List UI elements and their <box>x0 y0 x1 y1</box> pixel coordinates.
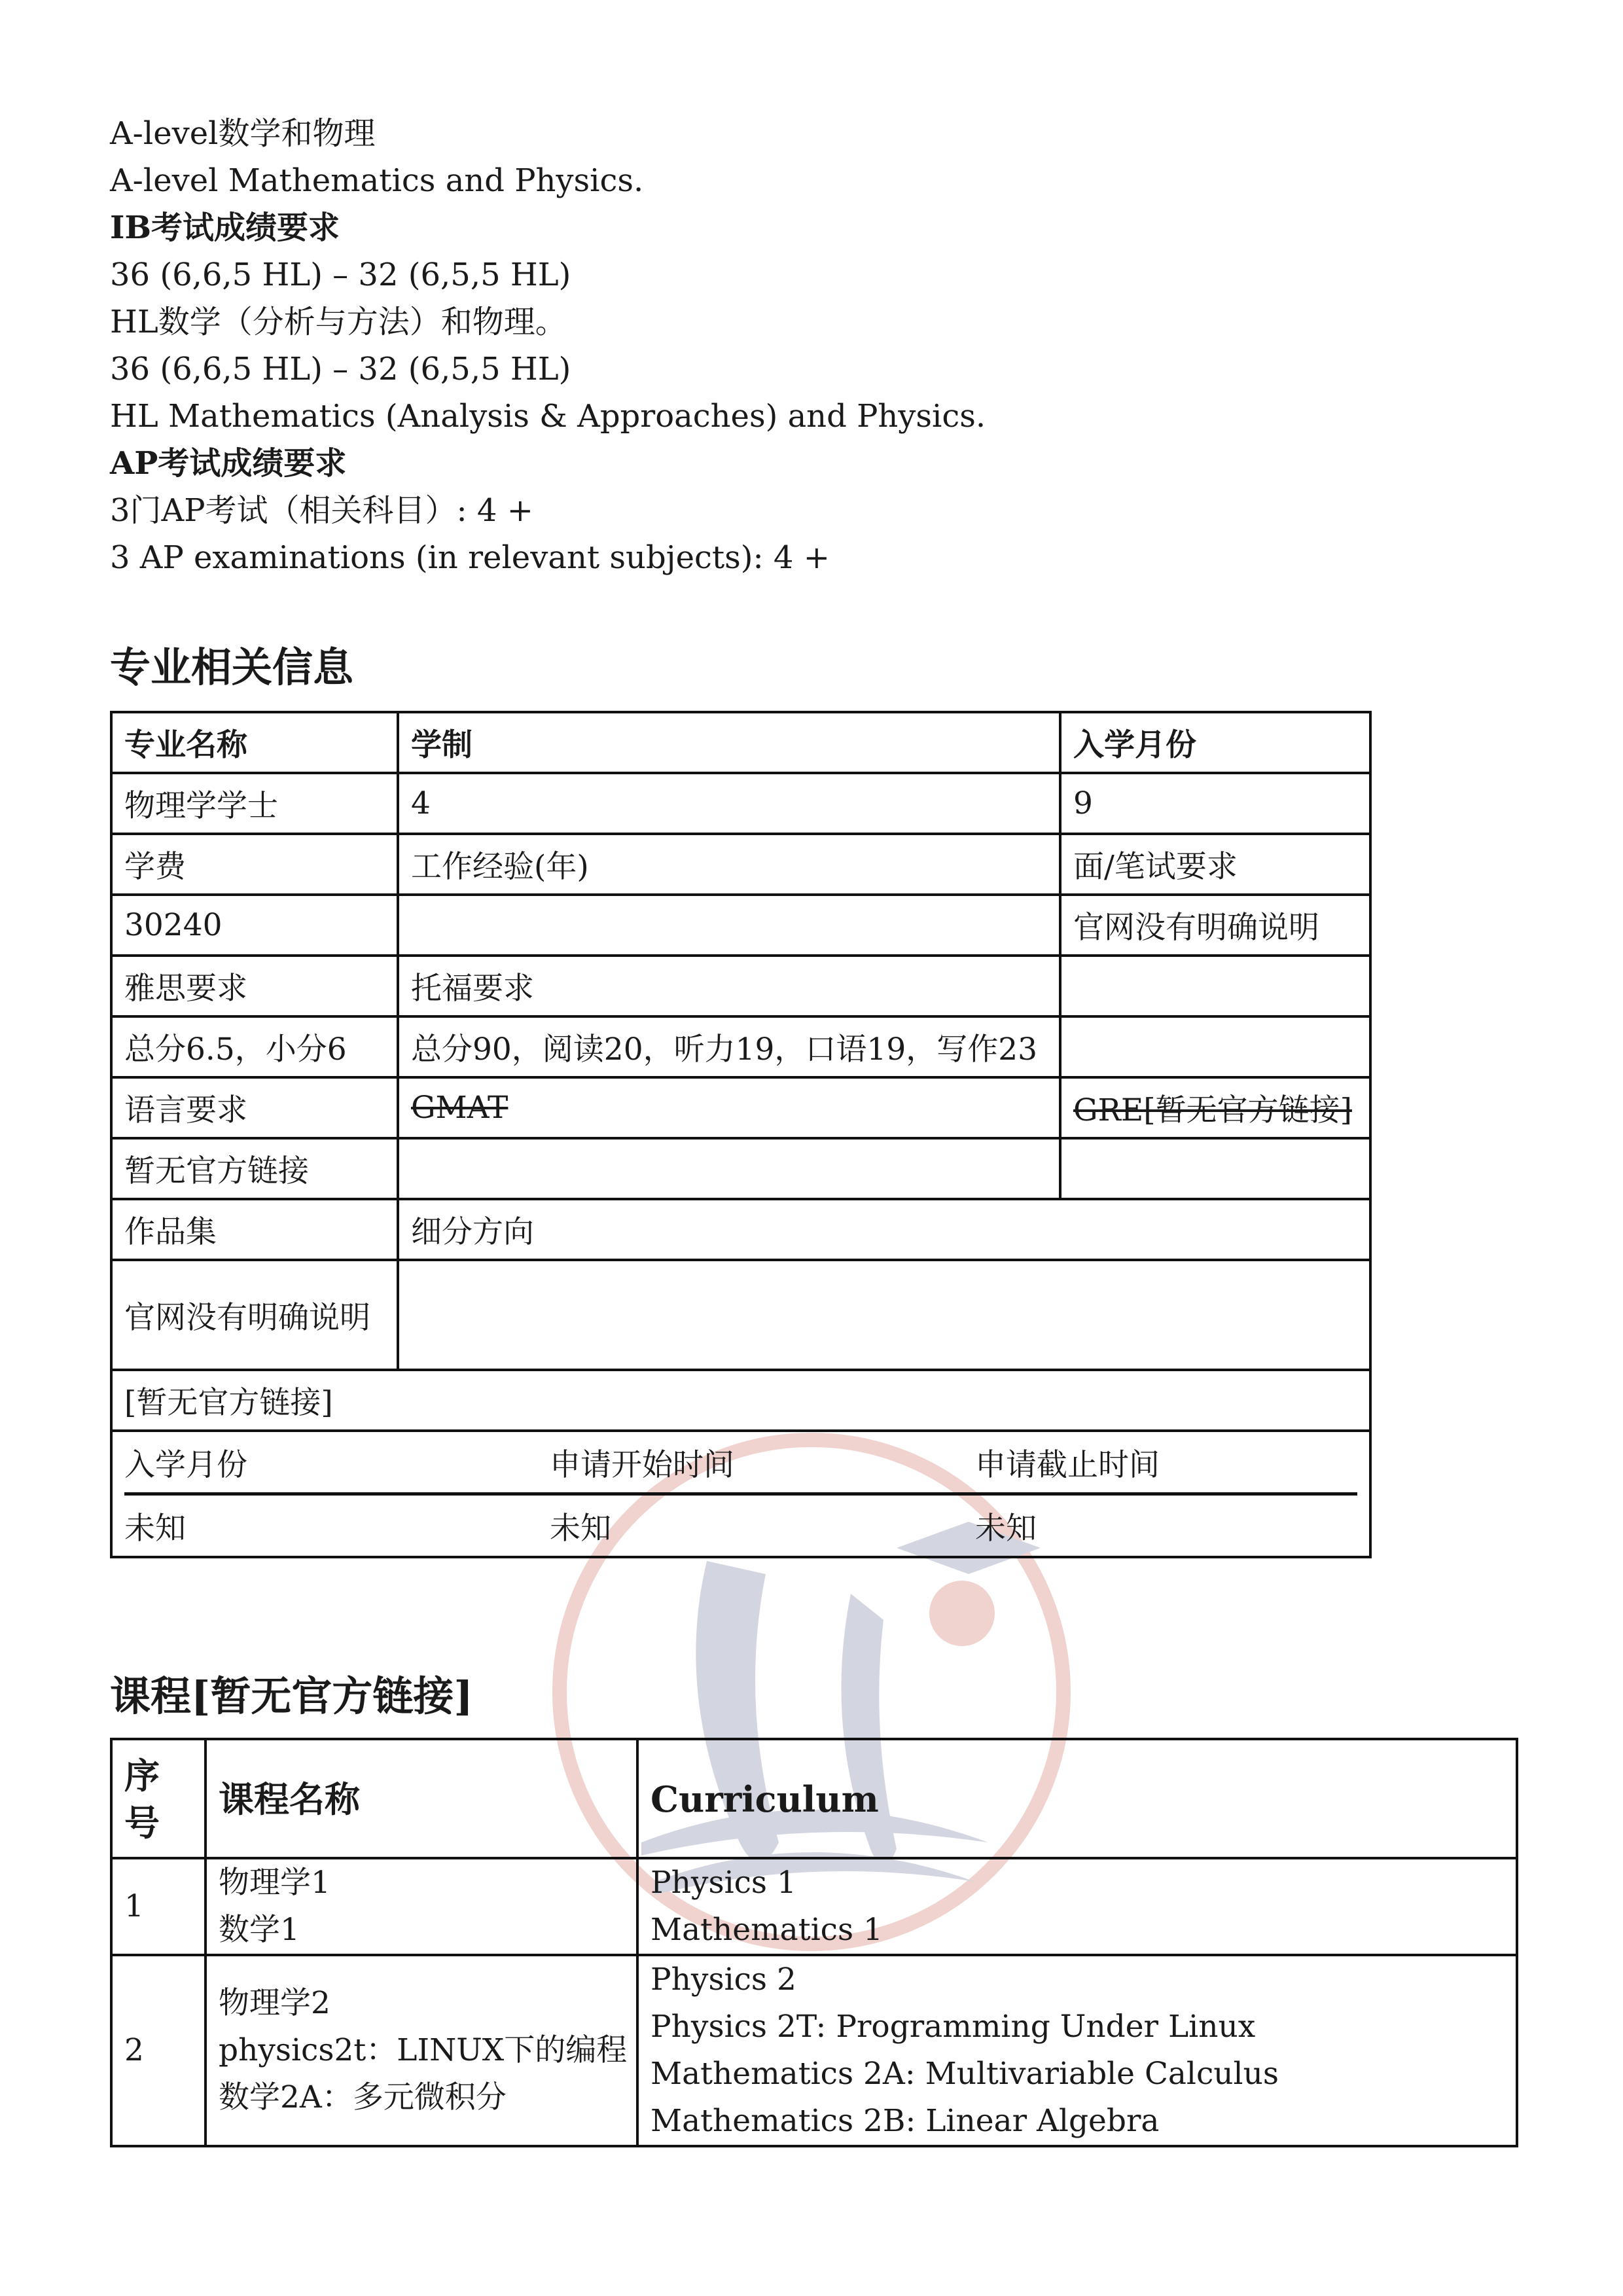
table-row <box>111 1199 1370 1260</box>
header-intake: 入学月份 <box>1060 712 1370 773</box>
curriculum-line: Mathematics 2A: Multivariable Calculus <box>651 2056 1279 2092</box>
table-row <box>111 1077 1370 1138</box>
table-row <box>111 1955 1517 2146</box>
course-name-line: 数学1 <box>219 1912 300 1948</box>
gre-label: GRE[暂无官方链接] <box>1060 1077 1370 1138</box>
empty-cell <box>1060 1016 1370 1077</box>
course-name-line: 物理学2 <box>219 1985 330 2021</box>
empty-cell <box>1060 1138 1370 1199</box>
curriculum-line: Physics 2 <box>651 1962 796 1998</box>
header-curriculum: Curriculum <box>637 1739 1517 1858</box>
intro-line: 36 (6,6,5 HL) – 32 (6,5,5 HL) <box>110 257 571 293</box>
curriculum-cell <box>637 1858 1517 1955</box>
table-header-row <box>111 712 1370 773</box>
dates-intake-label: 入学月份 <box>124 1446 247 1483</box>
dates-deadline-label: 申请截止时间 <box>975 1446 1160 1483</box>
course-name-line: 数学2A：多元微积分 <box>219 2079 507 2115</box>
table-row <box>111 1260 1370 1370</box>
program-info-table <box>110 711 1372 1558</box>
empty-cell <box>1060 956 1370 1016</box>
portfolio-value: 官网没有明确说明 <box>111 1260 398 1370</box>
dates-values <box>113 1496 1369 1556</box>
dates-row <box>111 1431 1370 1557</box>
work-experience-value <box>398 895 1060 956</box>
dates-open-label: 申请开始时间 <box>550 1446 734 1483</box>
table-row <box>111 834 1370 895</box>
ap-heading: AP考试成绩要求 <box>110 445 347 482</box>
program-name-value: 物理学学士 <box>111 773 398 834</box>
header-course-name: 课程名称 <box>205 1739 637 1858</box>
header-duration: 学制 <box>398 712 1060 773</box>
course-name-line: physics2t：LINUX下的编程 <box>219 2032 628 2068</box>
header-number: 序号 <box>111 1739 205 1858</box>
direction-value <box>398 1260 1370 1370</box>
duration-value: 4 <box>398 773 1060 834</box>
admission-requirements <box>110 110 1419 581</box>
program-info-heading: 专业相关信息 <box>110 643 354 691</box>
table-row <box>111 956 1370 1016</box>
curriculum-line: Physics 1 <box>651 1865 796 1901</box>
table-row <box>111 1016 1370 1077</box>
ielts-value: 总分6.5，小分6 <box>111 1016 398 1077</box>
interview-label: 面/笔试要求 <box>1060 834 1370 895</box>
intro-line: A-level数学和物理 <box>110 115 376 152</box>
dates-intake-value: 未知 <box>124 1510 186 1547</box>
table-row <box>111 895 1370 956</box>
curriculum-line: Mathematics 2B: Linear Algebra <box>651 2103 1160 2139</box>
row-number: 1 <box>111 1858 205 1955</box>
application-dates <box>111 1431 1370 1557</box>
curriculum-table <box>110 1738 1518 2147</box>
intro-line: 36 (6,6,5 HL) – 32 (6,5,5 HL) <box>110 351 571 387</box>
intro-line: HL数学（分析与方法）和物理。 <box>110 304 567 340</box>
course-name-line: 物理学1 <box>219 1865 330 1901</box>
table-row <box>111 1370 1370 1431</box>
intake-value: 9 <box>1060 773 1370 834</box>
portfolio-label: 作品集 <box>111 1199 398 1260</box>
dates-deadline-value: 未知 <box>975 1510 1037 1547</box>
empty-cell <box>398 1138 1060 1199</box>
language-value: 暂无官方链接 <box>111 1138 398 1199</box>
link-note: [暂无官方链接] <box>111 1370 1370 1431</box>
curriculum-line: Physics 2T: Programming Under Linux <box>651 2009 1256 2045</box>
toefl-label: 托福要求 <box>398 956 1060 1016</box>
curriculum-cell <box>637 1955 1517 2146</box>
language-label: 语言要求 <box>111 1077 398 1138</box>
intro-line: 3 AP examinations (in relevant subjects): 4 + <box>110 539 830 576</box>
work-experience-label: 工作经验(年) <box>398 834 1060 895</box>
dates-open-value: 未知 <box>550 1510 611 1547</box>
table-header-row <box>111 1739 1517 1858</box>
ielts-label: 雅思要求 <box>111 956 398 1016</box>
header-program-name: 专业名称 <box>111 712 398 773</box>
curriculum-heading: 课程[暂无官方链接] <box>110 1672 473 1720</box>
dates-header <box>113 1432 1369 1492</box>
tuition-label: 学费 <box>111 834 398 895</box>
table-row <box>111 1858 1517 1955</box>
gmat-label: GMAT <box>398 1077 1060 1138</box>
curriculum-line: Mathematics 1 <box>651 1912 883 1948</box>
table-row <box>111 773 1370 834</box>
intro-line: HL Mathematics (Analysis & Approaches) and Physics. <box>110 398 986 435</box>
tuition-value: 30240 <box>111 895 398 956</box>
toefl-value: 总分90，阅读20，听力19，口语19，写作23 <box>398 1016 1060 1077</box>
interview-value: 官网没有明确说明 <box>1060 895 1370 956</box>
table-row <box>111 1138 1370 1199</box>
intro-line: 3门AP考试（相关科目）: 4 + <box>110 492 533 529</box>
row-number: 2 <box>111 1955 205 2146</box>
direction-label: 细分方向 <box>398 1199 1370 1260</box>
course-name-cell <box>205 1955 637 2146</box>
intro-line: A-level Mathematics and Physics. <box>110 162 644 199</box>
ib-heading: IB考试成绩要求 <box>110 209 340 246</box>
course-name-cell <box>205 1858 637 1955</box>
